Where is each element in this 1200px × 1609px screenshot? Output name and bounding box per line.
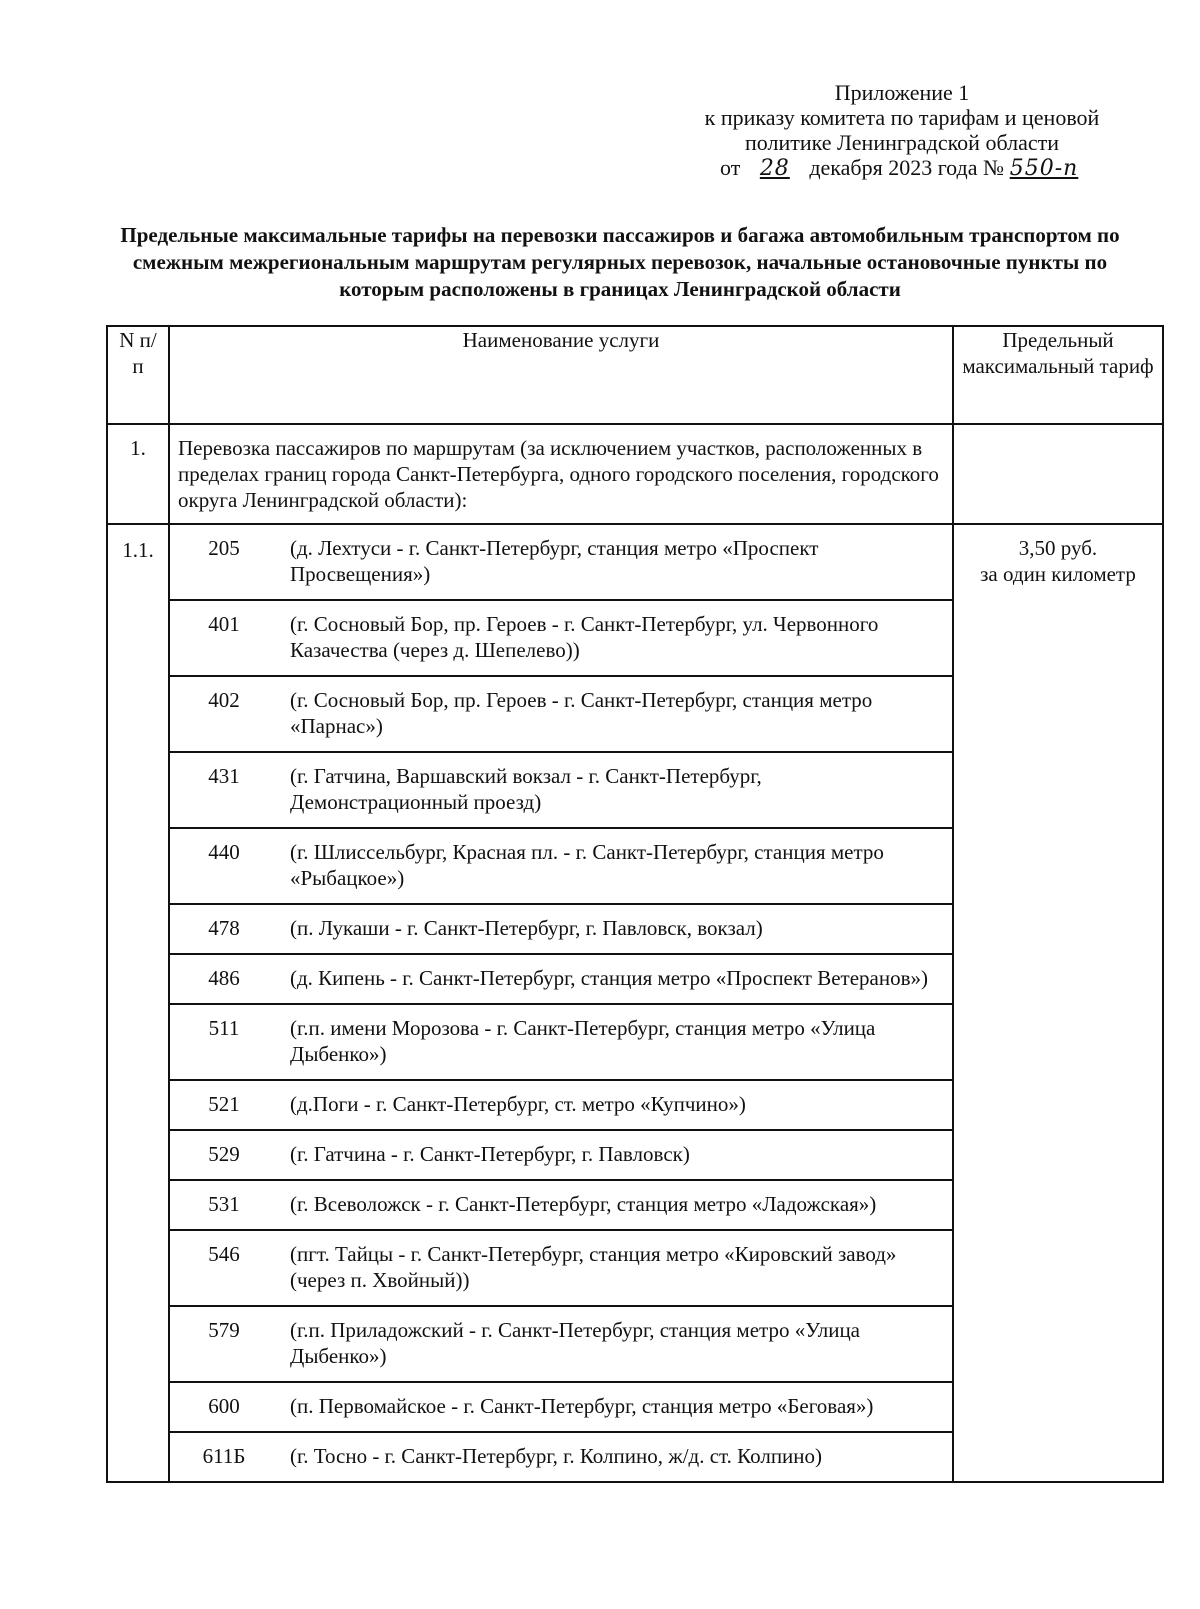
route-description: (г.п. имени Морозова - г. Санкт-Петербург, станция метро «Улица Дыбенко») — [278, 1004, 952, 1080]
handwritten-order-number: 550-п — [1009, 156, 1079, 181]
date-prefix: от — [719, 155, 741, 180]
order-date-line — [672, 155, 1132, 181]
route-row — [170, 676, 952, 752]
tariff-value — [953, 524, 1163, 1482]
route-number: 401 — [170, 600, 278, 676]
route-description: (г. Сосновый Бор, пр. Героев - г. Санкт-Петербург, станция метро «Парнас») — [278, 676, 952, 752]
routes-list — [170, 525, 952, 1481]
route-description: (г. Всеволожск - г. Санкт-Петербург, станция метро «Ладожская») — [278, 1180, 952, 1230]
route-row — [170, 525, 952, 600]
route-row — [170, 1306, 952, 1382]
route-description: (п. Первомайское - г. Санкт-Петербург, станция метро «Беговая») — [278, 1382, 952, 1432]
route-number: 478 — [170, 904, 278, 954]
tariff-amount: 3,50 руб. — [1018, 536, 1098, 560]
route-number: 600 — [170, 1382, 278, 1432]
header-service-name: Наименование услуги — [169, 326, 953, 424]
route-description: (г. Гатчина - г. Санкт-Петербург, г. Павловск) — [278, 1130, 952, 1180]
subsection-row — [107, 524, 1163, 1482]
route-number: 440 — [170, 828, 278, 904]
table-header-row — [107, 326, 1163, 424]
date-rest: декабря 2023 года № — [809, 155, 1004, 180]
header-number: N п/п — [107, 326, 169, 424]
subsection-number: 1.1. — [107, 524, 169, 1482]
route-row — [170, 600, 952, 676]
route-row — [170, 1230, 952, 1306]
order-reference-line: к приказу комитета по тарифам и ценовой — [704, 105, 1100, 130]
route-number: 511 — [170, 1004, 278, 1080]
route-number: 402 — [170, 676, 278, 752]
route-description: (п. Лукаши - г. Санкт-Петербург, г. Павловск, вокзал) — [278, 904, 952, 954]
route-row — [170, 954, 952, 1004]
route-row — [170, 1382, 952, 1432]
appendix-label: Приложение 1 — [834, 80, 970, 105]
route-number: 531 — [170, 1180, 278, 1230]
appendix-header — [672, 80, 1132, 181]
document-title: Предельные максимальные тарифы на перевозки пассажиров и багажа автомобильным транспортом по смежным межрегиональным маршрутам регулярных перевозок, начальные остановочные пункты по которым расположены в границах Ленинградской области — [120, 223, 1120, 301]
route-row — [170, 1180, 952, 1230]
section-row — [107, 424, 1163, 524]
route-number: 205 — [170, 525, 278, 600]
route-description: (г. Гатчина, Варшавский вокзал - г. Санкт-Петербург, Демонстрационный проезд) — [278, 752, 952, 828]
header-max-tariff: Предельный максимальный тариф — [953, 326, 1163, 424]
route-row — [170, 1080, 952, 1130]
route-description: (пгт. Тайцы - г. Санкт-Петербург, станция метро «Кировский завод» (через п. Хвойный)) — [278, 1230, 952, 1306]
route-row — [170, 1130, 952, 1180]
route-description: (д.Поги - г. Санкт-Петербург, ст. метро «Купчино») — [278, 1080, 952, 1130]
route-description: (д. Кипень - г. Санкт-Петербург, станция метро «Проспект Ветеранов») — [278, 954, 952, 1004]
tariff-unit: за один километр — [980, 562, 1136, 586]
route-description: (д. Лехтуси - г. Санкт-Петербург, станция метро «Проспект Просвещения») — [278, 525, 952, 600]
route-number: 611Б — [202, 1444, 246, 1468]
route-row — [170, 752, 952, 828]
routes-cell — [169, 524, 953, 1482]
section-description: Перевозка пассажиров по маршрутам (за исключением участков, расположенных в пределах границ города Санкт-Петербурга, одного городского поселения, городского округа Ленинградской области): — [169, 424, 953, 524]
order-authority-line: политике Ленинградской области — [744, 130, 1059, 155]
route-row — [170, 1432, 952, 1481]
route-description: (г. Тосно - г. Санкт-Петербург, г. Колпино, ж/д. ст. Колпино) — [290, 1444, 823, 1468]
route-row — [170, 1004, 952, 1080]
route-row — [170, 828, 952, 904]
handwritten-date-day: 28 — [759, 156, 790, 181]
route-number: 579 — [170, 1306, 278, 1382]
route-number: 546 — [170, 1230, 278, 1306]
route-number: 521 — [170, 1080, 278, 1130]
route-description: (г. Шлиссельбург, Красная пл. - г. Санкт-Петербург, станция метро «Рыбацкое») — [278, 828, 952, 904]
route-number: 486 — [170, 954, 278, 1004]
route-number: 431 — [170, 752, 278, 828]
section-number: 1. — [107, 424, 169, 524]
route-number: 529 — [170, 1130, 278, 1180]
route-description: (г. Сосновый Бор, пр. Героев - г. Санкт-Петербург, ул. Червонного Казачества (через д. Шепелево)) — [278, 600, 952, 676]
route-row — [170, 904, 952, 954]
tariffs-table — [106, 325, 1164, 1483]
section-tariff-empty — [953, 424, 1163, 524]
route-description: (г.п. Приладожский - г. Санкт-Петербург, станция метро «Улица Дыбенко») — [278, 1306, 952, 1382]
